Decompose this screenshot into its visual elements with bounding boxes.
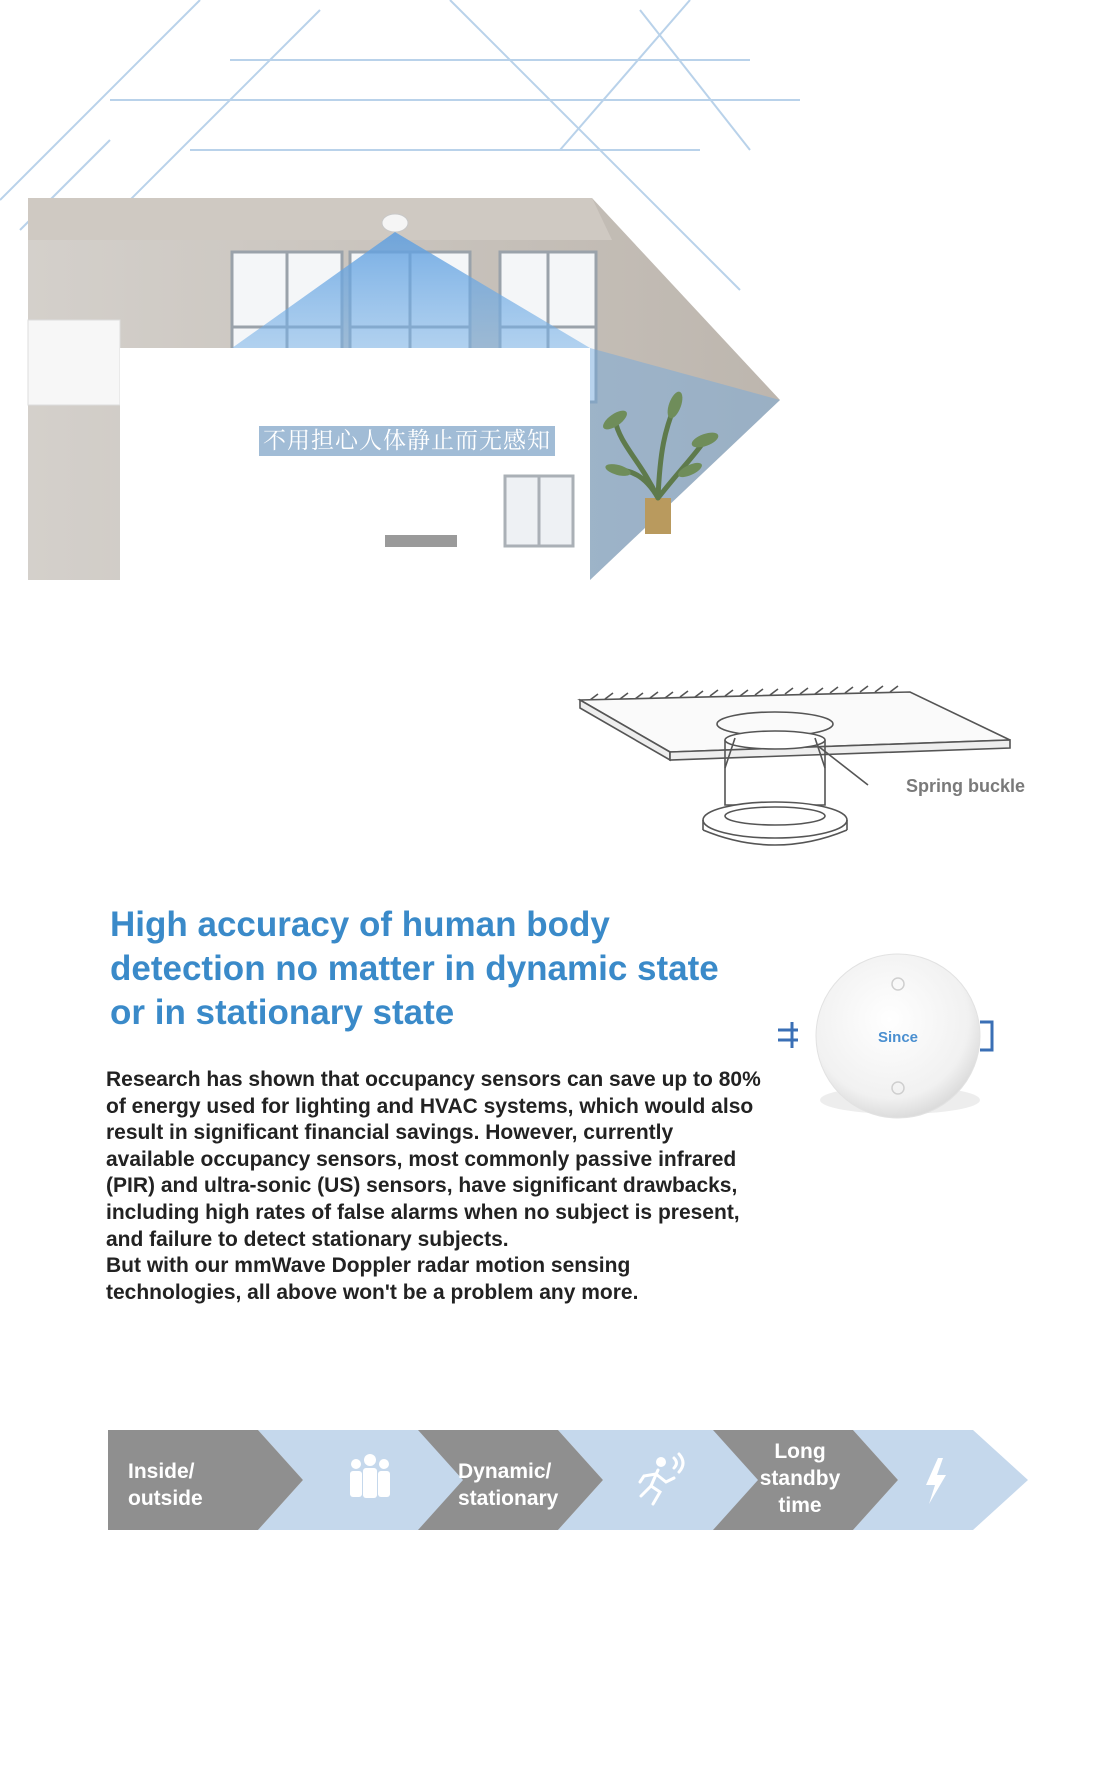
feature-strip <box>108 1430 1028 1530</box>
people-group-icon <box>350 1454 390 1498</box>
headline-line-3: or in stationary state <box>110 993 455 1032</box>
sensor-device-image <box>770 950 1010 1150</box>
feature-2-line-2: stationary <box>458 1487 559 1510</box>
hero-room-illustration <box>0 0 800 600</box>
body-text <box>106 1067 766 1306</box>
headline-line-1: High accuracy of human body <box>110 905 610 944</box>
feature-3-line-2: standby <box>759 1467 841 1490</box>
feature-1-line-1: Inside/ <box>128 1460 195 1483</box>
feature-long-standby <box>745 1438 855 1519</box>
feature-dynamic-stationary <box>458 1458 558 1512</box>
spring-buckle-label: Spring buckle <box>906 776 1026 796</box>
feature-inside-outside <box>128 1458 203 1512</box>
hero-caption: 不用担心人体静止而无感知 <box>259 426 555 456</box>
installation-diagram <box>560 680 1040 870</box>
feature-3-line-1: Long <box>774 1440 826 1463</box>
section-headline <box>110 903 770 1035</box>
paragraph-mmwave: But with our mmWave Doppler radar motion sensing technologies, all above won't be a problem any more. <box>106 1254 639 1304</box>
feature-2-line-1: Dynamic/ <box>458 1460 552 1483</box>
device-brand-logo: Since <box>877 1029 919 1046</box>
feature-3-line-3: time <box>778 1494 822 1517</box>
feature-1-line-2: outside <box>128 1487 203 1510</box>
paragraph-research: Research has shown that occupancy sensors can save up to 80% of energy used for lighting and HVAC systems, which would also result in significant financial savings. However, currently available occupancy sensors, most commonly passive infrared (PIR) and ultra-sonic (US) sensors, have significant drawbacks, including high rates of false alarms when no subject is present, and failure to detect stationary subjects. <box>106 1068 761 1251</box>
headline-line-2: detection no matter in dynamic state <box>110 949 719 988</box>
